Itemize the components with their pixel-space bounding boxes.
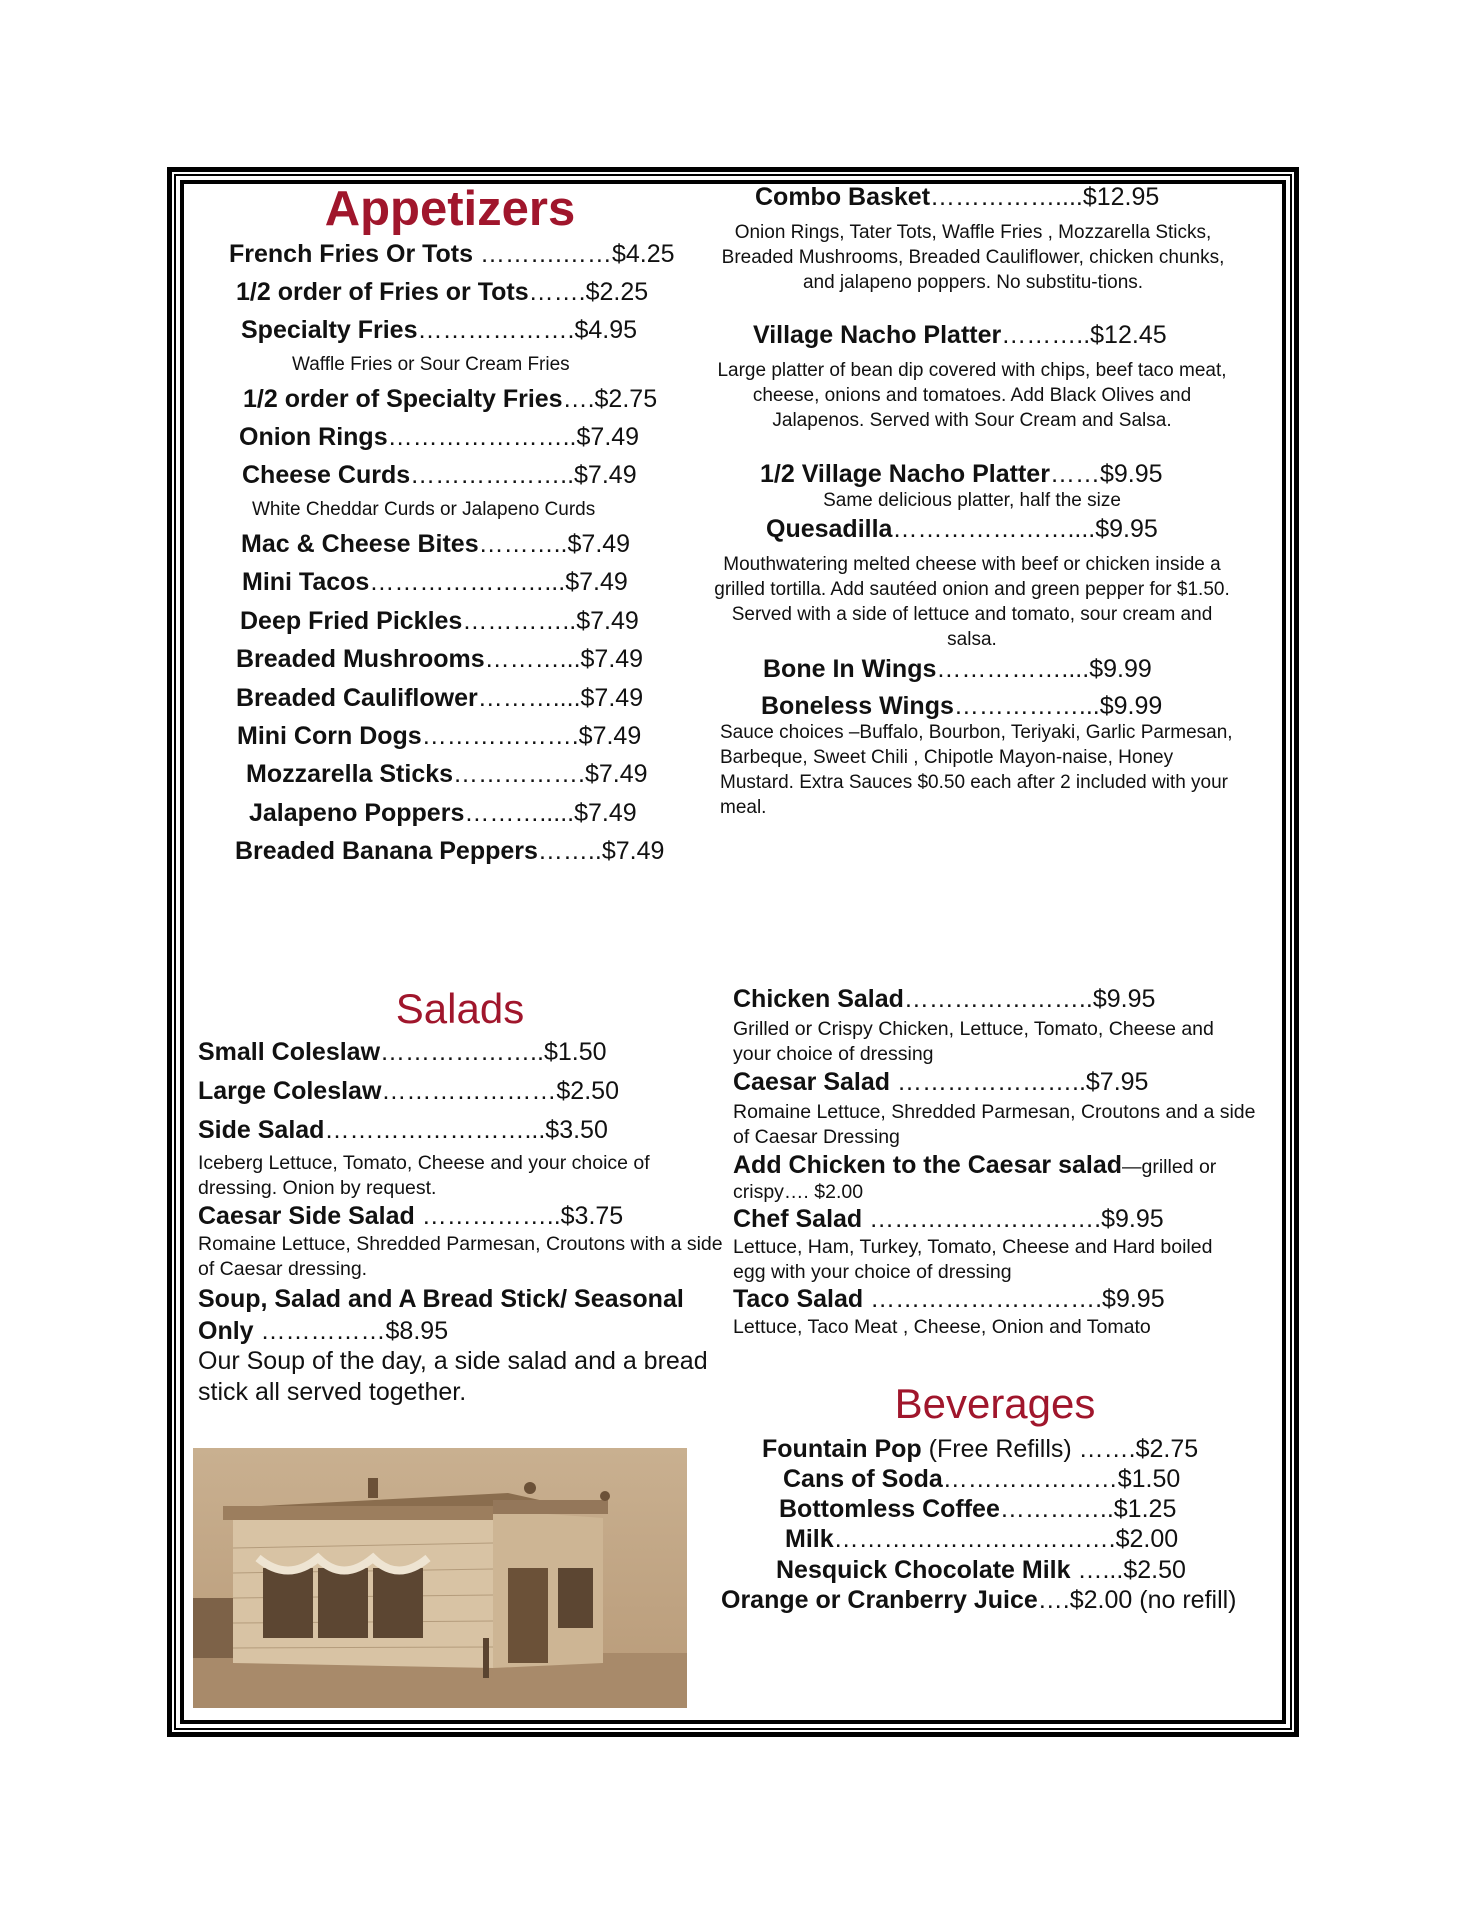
appetizer-item: Mac & Cheese Bites………..$7.49 <box>241 530 631 558</box>
appetizer-item: Specialty Fries……………….$4.95 <box>241 316 637 344</box>
appetizer-item: Onion Rings…………………..$7.49 <box>239 423 640 451</box>
salad-item: Chef Salad ……………………….$9.95 <box>733 1205 1164 1233</box>
appetizers-heading: Appetizers <box>324 182 576 236</box>
add-chicken-item: Add Chicken to the Caesar salad—grilled or <box>733 1151 1217 1179</box>
bone-in-wings-item: Bone In Wings……………....$9.99 <box>763 655 1152 683</box>
salad-item: Caesar Side Salad ……………..$3.75 <box>198 1202 624 1230</box>
nacho-platter-desc: Large platter of bean dip covered with chips, beef taco meat, cheese, onions and tomatoes. Add Black Olives and Jalapenos. Served with Sour Cream and Salsa. <box>717 360 1227 431</box>
soup-salad-item: Soup, Salad and A Bread Stick/ Seasonal Only ……………$8.95 <box>198 1285 684 1345</box>
appetizer-item: Breaded Banana Peppers……..$7.49 <box>235 837 665 865</box>
salad-desc: Romaine Lettuce, Shredded Parmesan, Croutons and a side of Caesar Dressing <box>733 1101 1256 1148</box>
salad-desc: Iceberg Lettuce, Tomato, Cheese and your choice of dressing. Onion by request. <box>198 1152 650 1199</box>
salad-desc: Lettuce, Taco Meat , Cheese, Onion and Tomato <box>733 1316 1151 1338</box>
vintage-storefront-photo <box>193 1448 687 1708</box>
appetizer-item: Breaded Cauliflower………....$7.49 <box>236 684 644 712</box>
beverage-item: Fountain Pop (Free Refills) …….$2.75 <box>762 1435 1199 1463</box>
salad-item: Chicken Salad…………………..$9.95 <box>733 985 1156 1013</box>
salad-item: Taco Salad ……………………….$9.95 <box>733 1285 1165 1313</box>
quesadilla-item: Quesadilla…………………....$9.95 <box>766 515 1158 543</box>
appetizer-item: Breaded Mushrooms………...$7.49 <box>236 645 644 673</box>
appetizer-item: Mozzarella Sticks…………….$7.49 <box>246 760 648 788</box>
boneless-wings-item: Boneless Wings……………...$9.99 <box>761 692 1163 720</box>
appetizer-item: Jalapeno Poppers……….....$7.49 <box>249 799 637 827</box>
salad-item: Large Coleslaw…………………$2.50 <box>198 1077 619 1105</box>
salad-item: Small Coleslaw………………..$1.50 <box>198 1038 607 1066</box>
beverage-item: Orange or Cranberry Juice….$2.00 (no refill) <box>721 1586 1237 1614</box>
salad-desc: Grilled or Crispy Chicken, Lettuce, Tomato, Cheese and your choice of dressing <box>733 1018 1214 1065</box>
appetizer-item: 1/2 order of Fries or Tots…….$2.25 <box>236 278 649 306</box>
appetizer-item: Deep Fried Pickles…………..$7.49 <box>240 607 639 635</box>
add-chicken-desc: crispy…. $2.00 <box>733 1181 864 1203</box>
appetizer-item: Mini Corn Dogs……………….$7.49 <box>237 722 642 750</box>
beverage-item: Nesquick Chocolate Milk …...$2.50 <box>776 1556 1186 1584</box>
salad-item: Side Salad……………………...$3.50 <box>198 1116 608 1144</box>
beverage-item: Cans of Soda…………………$1.50 <box>783 1465 1181 1493</box>
combo-basket-desc: Onion Rings, Tater Tots, Waffle Fries , Mozzarella Sticks, Breaded Mushrooms, Breaded Cauliflower, chicken chunks, and jalapeno poppers. No substitu-tions. <box>721 222 1225 293</box>
salad-desc: Romaine Lettuce, Shredded Parmesan, Croutons with a side of Caesar dressing. <box>198 1233 723 1280</box>
combo-basket-item: Combo Basket……………....$12.95 <box>755 183 1160 211</box>
half-nacho-item: 1/2 Village Nacho Platter……$9.95 <box>760 460 1163 488</box>
beverages-heading: Beverages <box>894 1380 1096 1427</box>
quesadilla-desc: Mouthwatering melted cheese with beef or chicken inside a grilled tortilla. Add sautéed onion and green pepper for $1.50. Served with a side of lettuce and tomato, sour cream and salsa. <box>714 554 1230 650</box>
salads-heading: Salads <box>395 985 525 1032</box>
appetizer-item: French Fries Or Tots ……….……$4.25 <box>229 240 675 268</box>
soup-salad-desc: Our Soup of the day, a side salad and a bread stick all served together. <box>198 1347 708 1406</box>
salad-item: Caesar Salad …………………..$7.95 <box>733 1068 1149 1096</box>
boneless-wings-desc: Sauce choices –Buffalo, Bourbon, Teriyaki, Garlic Parmesan, Barbeque, Sweet Chili , Chipotle Mayon-naise, Honey Mustard. Extra Sauces $0.50 each after 2 included with your meal. <box>720 722 1233 818</box>
salad-desc: Lettuce, Ham, Turkey, Tomato, Cheese and Hard boiled egg with your choice of dressing <box>733 1236 1213 1283</box>
appetizer-item: Mini Tacos…………………...$7.49 <box>242 568 628 596</box>
appetizer-item: 1/2 order of Specialty Fries….$2.75 <box>243 385 658 413</box>
beverage-item: Bottomless Coffee…………..$1.25 <box>779 1495 1177 1523</box>
nacho-platter-item: Village Nacho Platter………..$12.45 <box>753 321 1167 349</box>
appetizer-item: Cheese Curds………………..$7.49 <box>242 461 637 489</box>
half-nacho-desc: Same delicious platter, half the size <box>823 490 1121 511</box>
appetizer-note: White Cheddar Curds or Jalapeno Curds <box>252 499 596 520</box>
beverage-item: Milk…………………………….$2.00 <box>785 1525 1179 1553</box>
appetizer-note: Waffle Fries or Sour Cream Fries <box>292 354 570 375</box>
